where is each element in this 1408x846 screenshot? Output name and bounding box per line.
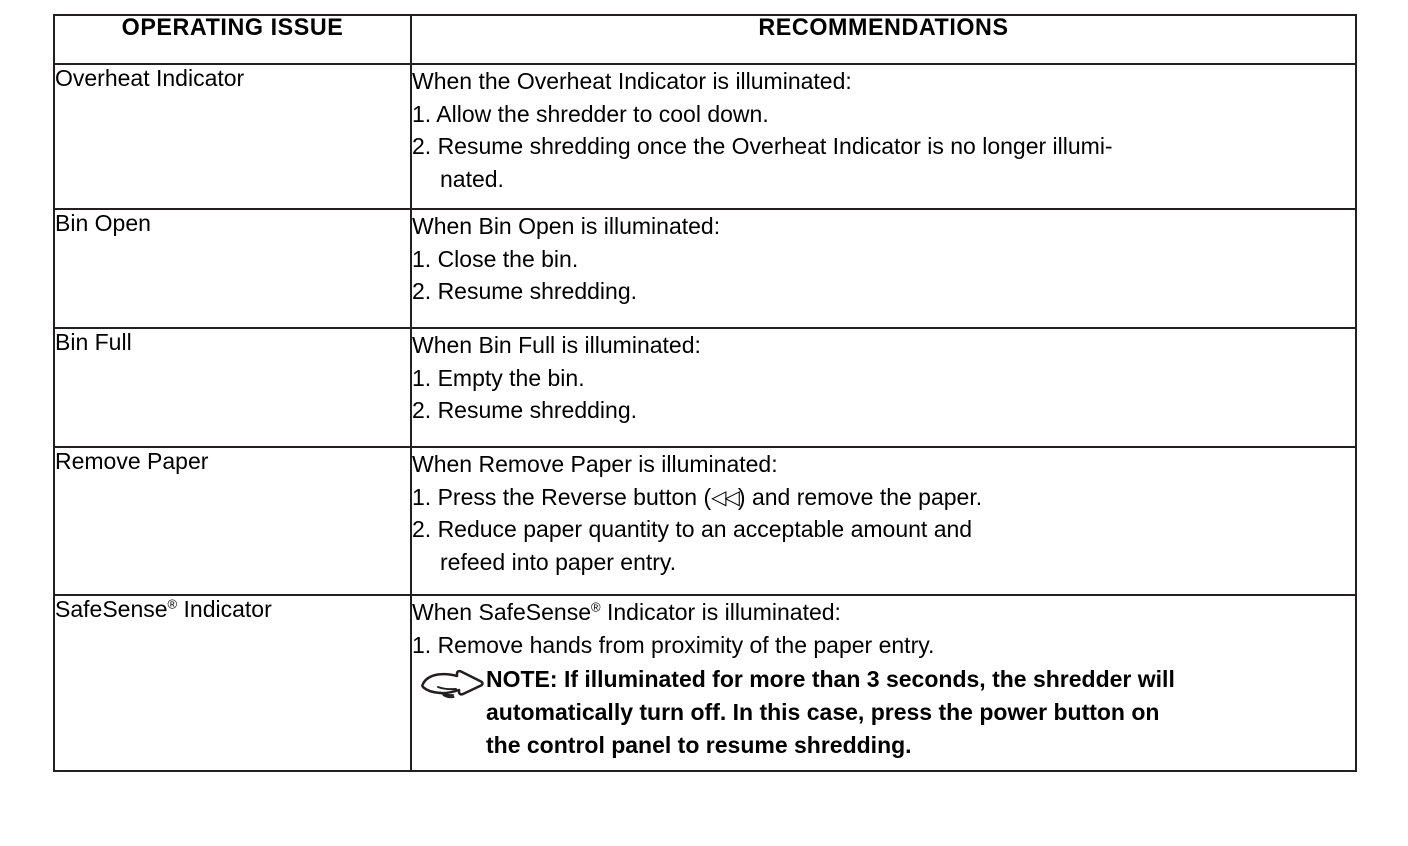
recommendation-step-continuation: nated. bbox=[440, 165, 504, 192]
recommendation-intro: When Bin Open is illuminated: bbox=[412, 213, 721, 239]
recommendation-intro: When Remove Paper is illuminated: bbox=[412, 451, 778, 477]
recommendation-step-text-after-icon: ) and remove the paper. bbox=[737, 483, 983, 510]
issue-label: Bin Full bbox=[55, 329, 132, 355]
recommendation-intro-prefix: When SafeSense bbox=[412, 599, 592, 625]
recommendation-step: 1. Remove hands from proximity of the paper entry. bbox=[412, 631, 935, 658]
note-callout bbox=[412, 663, 1355, 761]
table-row bbox=[54, 328, 1356, 447]
note-line: the control panel to resume shredding. bbox=[486, 731, 912, 758]
recommendation-step: 2. Resume shredding. bbox=[412, 397, 638, 424]
recommendation-intro-suffix: Indicator is illuminated: bbox=[600, 599, 841, 625]
issue-label-suffix: Indicator bbox=[177, 596, 272, 622]
recommendations-cell-bin-full bbox=[411, 328, 1356, 447]
recommendation-step: 2. Reduce paper quantity to an acceptable amount and bbox=[412, 516, 973, 543]
recommendation-step: 1. Empty the bin. bbox=[412, 364, 585, 391]
recommendation-step-continuation: refeed into paper entry. bbox=[440, 548, 677, 575]
recommendation-step: 2. Resume shredding. bbox=[412, 278, 638, 305]
issue-label-brand: SafeSense bbox=[55, 596, 168, 622]
table-header-row bbox=[54, 15, 1356, 64]
table-header bbox=[54, 15, 1356, 64]
registered-trademark-icon: ® bbox=[591, 599, 601, 615]
table-body bbox=[54, 64, 1356, 771]
registered-trademark-icon: ® bbox=[167, 596, 178, 612]
table-row bbox=[54, 64, 1356, 209]
issue-label: Overheat Indicator bbox=[55, 65, 245, 91]
column-header-recommendations-label: RECOMMENDATIONS bbox=[758, 14, 1009, 41]
note-line: automatically turn off. In this case, press the power button on bbox=[486, 698, 1160, 725]
recommendation-intro bbox=[412, 596, 1355, 629]
column-header-recommendations bbox=[411, 15, 1356, 64]
issue-cell-bin-full bbox=[54, 328, 411, 447]
note-text bbox=[486, 663, 1175, 761]
note-line: NOTE: If illuminated for more than 3 seconds, the shredder will bbox=[486, 666, 1175, 693]
recommendation-step bbox=[412, 481, 1355, 514]
issue-label bbox=[55, 596, 410, 623]
table-row bbox=[54, 209, 1356, 328]
issue-cell-safesense bbox=[54, 595, 411, 771]
troubleshooting-table bbox=[53, 14, 1357, 772]
issue-cell-bin-open bbox=[54, 209, 411, 328]
recommendations-cell-bin-open bbox=[411, 209, 1356, 328]
recommendations-cell-safesense bbox=[411, 595, 1356, 771]
recommendation-intro: When Bin Full is illuminated: bbox=[412, 332, 701, 358]
recommendations-cell-overheat bbox=[411, 64, 1356, 209]
issue-cell-overheat bbox=[54, 64, 411, 209]
recommendations-cell-remove-paper bbox=[411, 447, 1356, 595]
pointing-hand-icon bbox=[412, 663, 486, 708]
recommendation-step: 1. Close the bin. bbox=[412, 245, 579, 272]
recommendation-step-text-before-icon: 1. Press the Reverse button ( bbox=[412, 483, 712, 510]
column-header-operating-issue-label: OPERATING ISSUE bbox=[121, 14, 344, 41]
recommendation-step: 2. Resume shredding once the Overheat Indicator is no longer illumi- bbox=[412, 133, 1113, 160]
table-row bbox=[54, 447, 1356, 595]
table-row bbox=[54, 595, 1356, 771]
issue-label: Remove Paper bbox=[55, 448, 209, 474]
recommendation-step: 1. Allow the shredder to cool down. bbox=[412, 100, 769, 127]
recommendation-intro: When the Overheat Indicator is illuminated: bbox=[412, 68, 852, 94]
reverse-button-icon: ◁◁ bbox=[711, 486, 738, 509]
column-header-operating-issue bbox=[54, 15, 411, 64]
issue-label: Bin Open bbox=[55, 210, 151, 236]
issue-cell-remove-paper bbox=[54, 447, 411, 595]
